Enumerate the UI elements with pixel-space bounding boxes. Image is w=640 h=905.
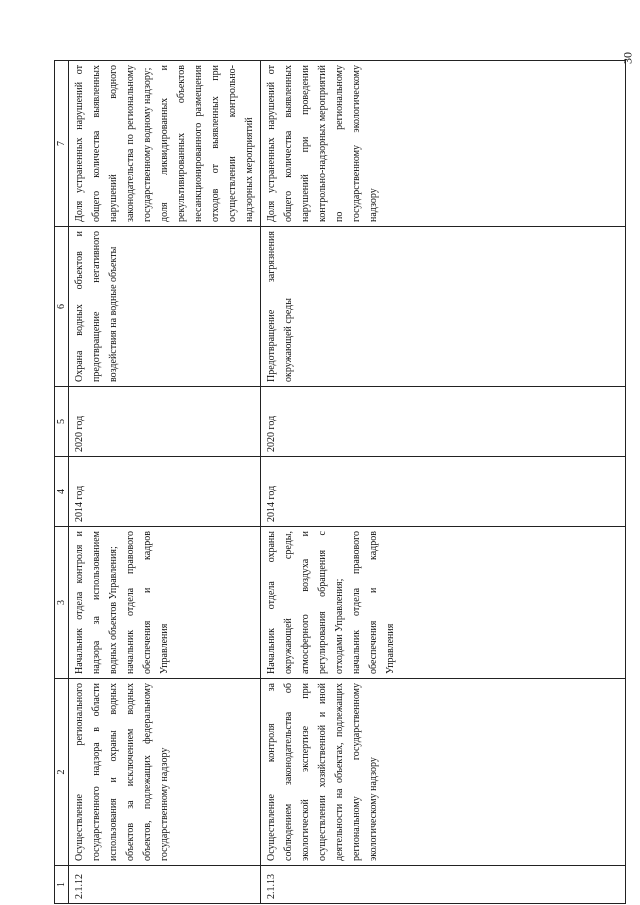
end-year: 2020 год bbox=[69, 387, 261, 457]
table-header-row bbox=[55, 61, 69, 904]
expected-result: Предотвращение загрязнения окружающей среды bbox=[261, 227, 626, 387]
table-row bbox=[69, 61, 261, 904]
header-cell: 6 bbox=[55, 227, 69, 387]
indicators: Доля устраненных нарушений от общего количества выявленных нарушений при проведении контрольно-надзорных мероприятий по региональному государственному экологическому надзору bbox=[261, 61, 626, 227]
page-number: 30 bbox=[620, 52, 635, 64]
table-row bbox=[261, 61, 626, 904]
header-cell: 7 bbox=[55, 61, 69, 227]
rotated-page-content bbox=[54, 61, 627, 904]
start-year: 2014 год bbox=[261, 457, 626, 527]
start-year: 2014 год bbox=[69, 457, 261, 527]
expected-result: Охрана водных объектов и предотвращение негативного воздействия на водные объекты bbox=[69, 227, 261, 387]
row-number: 2.1.12 bbox=[69, 866, 261, 904]
indicators: Доля устраненных нарушений от общего количества выявленных нарушений водного законодательства по региональному государственному водному надзору; доля ликвидированных и рекультивированных объектов несанкционированного размещения отходов от выявленных при осуществлении контрольно-надзорных мероприятий bbox=[69, 61, 261, 227]
event-name: Осуществление регионального государственного надзора в области использования и охраны водных объектов за исключением водных объектов, подлежащих федеральному государственному надзору bbox=[69, 679, 261, 866]
executors: Начальник отдела охраны окружающей среды, атмосферного воздуха и регулирования обращения с отходами Управления; начальник отдела правового обеспечения и кадров Управления bbox=[261, 527, 626, 679]
header-cell: 4 bbox=[55, 457, 69, 527]
program-measures-table bbox=[54, 60, 626, 904]
row-number: 2.1.13 bbox=[261, 866, 626, 904]
end-year: 2020 год bbox=[261, 387, 626, 457]
header-cell: 1 bbox=[55, 866, 69, 904]
event-name: Осуществление контроля за соблюдением законодательства об экологической экспертизе при осуществлении хозяйственной и иной деятельности на объектах, подлежащих региональному государственному экологическому надзору bbox=[261, 679, 626, 866]
executors: Начальник отдела контроля и надзора за использованием водных объектов Управления; начальник отдела правового обеспечения и кадров Управления bbox=[69, 527, 261, 679]
header-cell: 3 bbox=[55, 527, 69, 679]
header-cell: 2 bbox=[55, 679, 69, 866]
header-cell: 5 bbox=[55, 387, 69, 457]
